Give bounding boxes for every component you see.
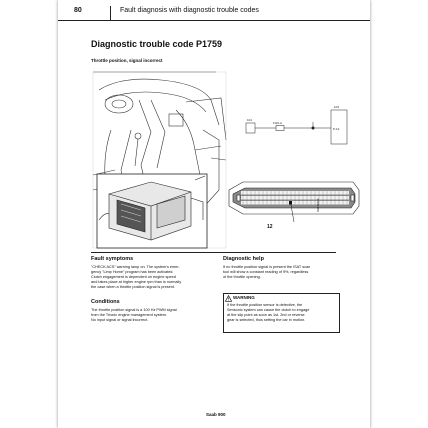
text-line: The throttle position signal is a 100 Hz PWM signal: [91, 308, 177, 312]
control-module-inset: [97, 174, 207, 248]
text-line: of the throttle opening.: [223, 275, 261, 280]
section-divider: [91, 252, 336, 253]
header-title: Fault diagnosis with diagnostic trouble codes: [120, 7, 259, 14]
diagnostic-help-heading: Diagnostic help: [223, 256, 264, 262]
header-divider: [110, 6, 111, 20]
text-line: Clutch engagement is dependent on engine speed: [91, 275, 176, 280]
warning-title: WARNING: [233, 295, 255, 300]
pin-connector: [229, 182, 359, 222]
pin-callout: 12: [267, 224, 273, 230]
page-title: Diagnostic trouble code P1759: [91, 39, 223, 49]
fault-symptoms-text: [91, 265, 181, 290]
text-line: tool will show a constant reading of 9%, regardless: [223, 270, 309, 275]
circuit-labels: [247, 105, 340, 131]
conditions-text: [91, 308, 177, 323]
conditions-heading: Conditions: [91, 299, 120, 305]
text-line: No input signal or signal incorrect.: [91, 318, 149, 323]
warning-triangle-icon: [225, 295, 232, 302]
page-header: [58, 6, 370, 21]
warning-text: [227, 303, 309, 323]
text-line: gear is selected, thus setting the car in motion.: [227, 318, 306, 323]
text-line: gency "Limp Home" program has been activated.: [91, 270, 174, 275]
text-line: the case when a throttle position signal is present.: [91, 285, 176, 290]
footer-title: Saab 900: [206, 412, 226, 417]
module-top-label: 103: [334, 105, 340, 109]
text-line: "CHECK ACS" warning lamp on. The system's emer-: [91, 265, 180, 269]
diagnostic-help-text: [223, 265, 310, 280]
text-line: from the Trionic engine management system.: [91, 313, 167, 318]
page-subtitle: Throttle position, signal incorrect: [91, 58, 163, 63]
connector-label: F3/2-A: [273, 121, 283, 125]
text-line: at the slip point as soon as 1st, 2nd or reverse: [227, 313, 305, 318]
module-left-label: 101: [247, 118, 253, 122]
text-line: If no throttle position signal is present the ISAT scan: [223, 265, 311, 269]
warning-box: [223, 293, 340, 333]
fault-symptoms-heading: Fault symptoms: [91, 256, 134, 262]
text-line: If the throttle position sensor is defective, the: [227, 303, 303, 307]
diagnostic-figure: [91, 70, 361, 250]
text-line: Sensonic system can cause the clutch to engage: [227, 308, 310, 313]
figure-code: S9411826: [316, 198, 320, 212]
manual-page: [58, 0, 370, 428]
page-number: 80: [74, 7, 82, 14]
pin-label: P-12: [333, 127, 340, 131]
text-line: and takes place at higher engine rpm than is normally: [91, 280, 182, 285]
circuit-diagram: [246, 110, 347, 144]
